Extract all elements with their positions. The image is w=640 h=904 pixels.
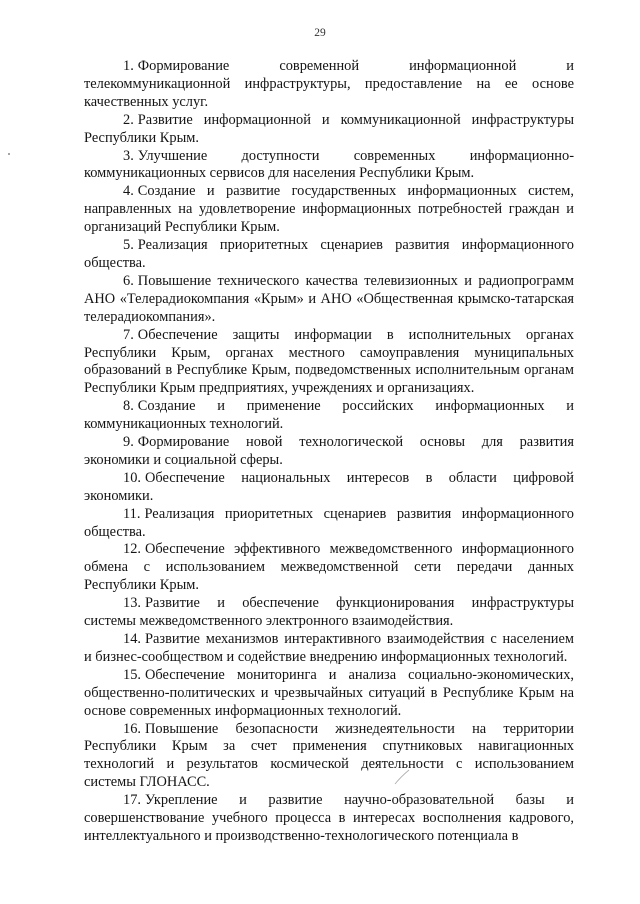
list-item: [84, 434, 574, 470]
item-number: 7.: [123, 326, 134, 343]
list-item: [84, 183, 574, 237]
item-number: 15.: [123, 666, 141, 683]
item-text: Обеспечение национальных интересов в области цифровой экономики.: [84, 469, 574, 504]
item-number: 16.: [123, 720, 141, 737]
item-number: 14.: [123, 631, 141, 647]
list-item: [84, 237, 574, 273]
item-text: Развитие и обеспечение функционирования инфраструктуры системы межведомственного электронного взаимодействия.: [84, 595, 574, 630]
item-number: 17.: [123, 792, 141, 809]
item-text: Укрепление и развитие научно-образовательной базы и совершенствование учебного процесса в интересах восполнения кадрового, интеллектуального и производственно-технологического потенциала в: [84, 792, 574, 844]
item-text: Реализация приоритетных сценариев развития информационного общества.: [84, 237, 574, 271]
item-text: Развитие механизмов интерактивного взаимодействия с населением и бизнес-сообществом и содействие внедрению информационных технологий.: [84, 631, 574, 665]
list-item: [84, 398, 574, 434]
list-item: [84, 148, 574, 184]
item-number: 10.: [123, 469, 141, 486]
item-number: 4.: [123, 183, 134, 200]
item-number: 5.: [123, 237, 134, 254]
item-number: 13.: [123, 595, 141, 612]
item-number: 1.: [123, 58, 134, 74]
list-item: [84, 792, 574, 846]
list-item: [84, 667, 574, 721]
item-text: Создание и применение российских информационных и коммуникационных технологий.: [84, 398, 574, 433]
list-item: [84, 541, 574, 595]
item-text: Повышение безопасности жизнедеятельности на территории Республики Крым за счет применения спутниковых навигационных технологий и результатов космической деятельности с использованием системы ГЛОНАСС.: [84, 720, 574, 791]
page-number: 29: [314, 27, 326, 39]
list-item: [84, 273, 574, 327]
item-text: Создание и развитие государственных информационных систем, направленных на удовлетворение информационных потребностей граждан и организаций Республики Крым.: [84, 183, 574, 236]
scan-speck: [8, 153, 10, 155]
pen-mark: [392, 768, 412, 786]
item-number: 3.: [123, 147, 134, 164]
item-text: Формирование новой технологической основы для развития экономики и социальной сферы.: [84, 434, 574, 468]
list-item: [84, 112, 574, 148]
list-item: [84, 327, 574, 399]
numbered-list: [84, 58, 574, 846]
item-number: 6.: [123, 272, 134, 289]
item-text: Развитие информационной и коммуникационной инфраструктуры Республики Крым.: [84, 111, 574, 146]
item-number: 8.: [123, 398, 134, 415]
item-number: 11.: [123, 505, 141, 522]
list-item: [84, 631, 574, 667]
item-text: Обеспечение эффективного межведомственного информационного обмена с использованием межведомственной сети передачи данных Республики Крым.: [84, 541, 574, 594]
item-text: Реализация приоритетных сценариев развития информационного общества.: [84, 505, 574, 540]
item-text: Обеспечение мониторинга и анализа социально-экономических, общественно-политических и чрезвычайных ситуаций в Республике Крым на основе современных информационных технологий.: [84, 666, 574, 719]
item-number: 9.: [123, 434, 134, 451]
list-item: [84, 58, 574, 112]
item-number: 2.: [123, 111, 134, 128]
list-item: [84, 470, 574, 506]
item-text: Формирование современной информационной и телекоммуникационной инфраструктуры, предоставление на ее основе качественных услуг.: [84, 58, 574, 110]
item-number: 12.: [123, 541, 141, 558]
item-text: Улучшение доступности современных информационно-коммуникационных сервисов для населения Республики Крым.: [84, 147, 574, 182]
list-item: [84, 595, 574, 631]
list-item: [84, 721, 574, 793]
item-text: Повышение технического качества телевизионных и радиопрограмм АНО «Телерадиокомпания «Крым» и АНО «Общественная крымско-татарская телерадиокомпания».: [84, 272, 574, 325]
list-item: [84, 506, 574, 542]
item-text: Обеспечение защиты информации в исполнительных органах Республики Крым, органах местного самоуправления муниципальных образований в Республике Крым, подведомственных исполнительным органам Республики Крым предприятиях, учреждениях и организациях.: [84, 326, 574, 397]
